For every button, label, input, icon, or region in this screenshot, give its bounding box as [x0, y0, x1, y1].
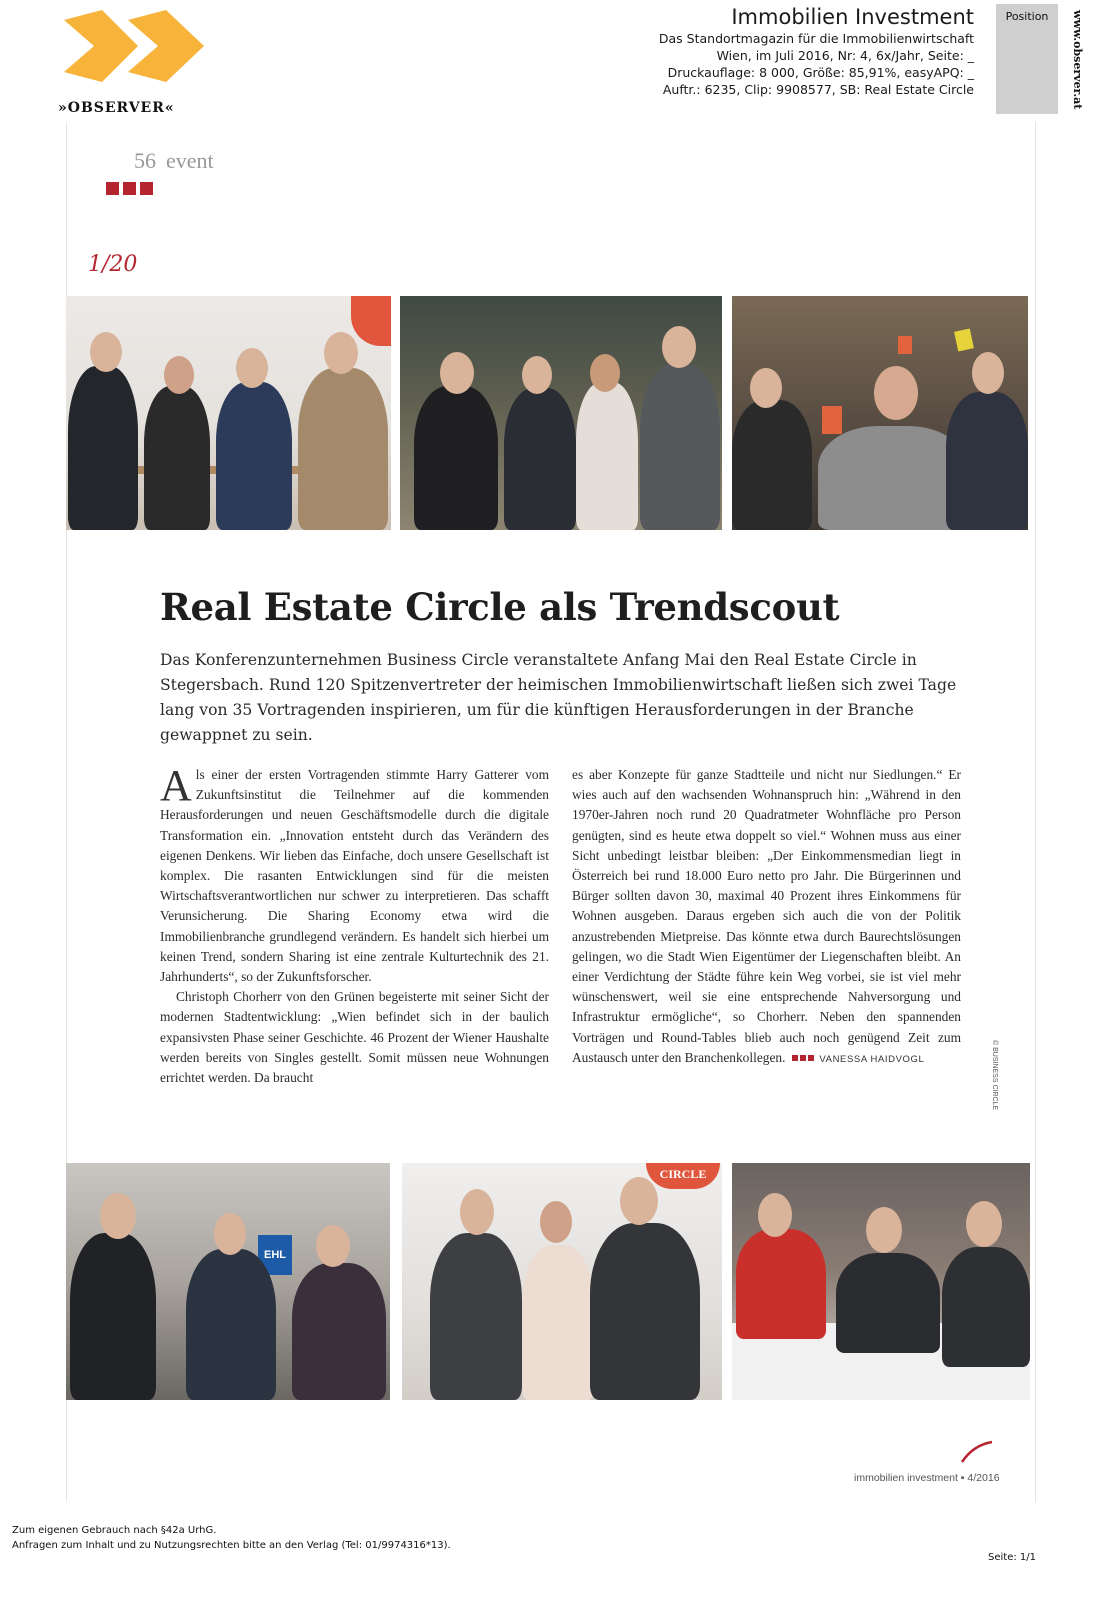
event-photo-4	[66, 1163, 390, 1400]
page-number: 56	[134, 148, 156, 173]
photo-credit: © BUSINESS CIRCLE	[991, 1040, 998, 1111]
page-footer-mark	[960, 1440, 994, 1464]
col1-paragraph-2: Christoph Chorherr von den Grünen begeisterte mit seiner Sicht der modernen Stadtentwicklung: „Wien befindet sich in der baulich expansivsten Phase seiner Geschichte. 46 Prozent der Wiener Haushalte werden bereits von Singles gestellt. Somit müssen neue Wohnungen errichtet werden. Da braucht	[160, 989, 549, 1086]
issue-line: Wien, im Juli 2016, Nr: 4, 6x/Jahr, Seite: _	[716, 48, 974, 63]
usage-note: Zum eigenen Gebrauch nach §42a UrhG.	[12, 1525, 217, 1536]
article-lead: Das Konferenzunternehmen Business Circle veranstaltete Anfang Mai den Real Estate Circle in Stegersbach. Rund 120 Spitzenvertreter der heimischen Immobilienwirtschaft ließen sich zwei Tage lang von 35 Vortragenden inspirieren, um für die künftigen Herausforderungen in der Branche gewappnet zu sein.	[160, 651, 957, 744]
drop-cap: A	[160, 761, 192, 810]
position-label: Position	[1005, 10, 1049, 23]
article-column-1	[160, 761, 549, 1088]
col1-paragraph-1: ls einer der ersten Vortragenden stimmte Harry Gatterer vom Zukunftsinstitut die Teilnehmer auf die kommenden Herausforderungen und neuen Geschäftsmodelle durch die digitale Transformation ein. „Innovation entsteht durch das Verändern des eigenen Denkens. Wir lieben das Einfache, doch unsere Gesellschaft ist komplex. Die rasanten Entwicklungen sind für die meisten Wirtschaftsverantwortlichen nur schwer zu interpretieren. Das schafft Verunsicherung. Die Sharing Economy etwa wird die Immobilienbranche grundlegend verändern. Es handelt sich hierbei um keinen Trend, sondern Sharing ist eine zentrale Kulturtechnik des 21. Jahrhunderts“, so der Zukunftsforscher.	[160, 767, 549, 985]
rights-note: Anfragen zum Inhalt und zu Nutzungsrechten bitte an den Verlag (Tel: 01/9974316*13).	[12, 1540, 451, 1551]
clip-footer	[12, 1523, 451, 1553]
event-photo-6	[732, 1163, 1030, 1400]
clip-header	[494, 4, 974, 98]
publication-subtitle: Das Standortmagazin für die Immobilienwirtschaft	[658, 31, 974, 46]
position-box	[996, 4, 1058, 114]
handwritten-mark: 1/20	[88, 252, 138, 277]
event-photo-2	[400, 296, 722, 530]
section-label: event	[166, 148, 214, 173]
observer-url: www.observer.at	[1071, 10, 1084, 110]
publication-title: Immobilien Investment	[731, 5, 974, 29]
event-photo-1	[66, 296, 391, 530]
section-marks	[106, 180, 157, 199]
observer-brand: »OBSERVER«	[58, 100, 175, 116]
event-photo-3	[732, 296, 1028, 530]
col2-paragraph-1: es aber Konzepte für ganze Stadtteile und nicht nur Siedlungen.“ Er wies auch auf den wachsenden Wohnanspruch hin: „Während in den 1970er-Jahren noch rund 20 Quadratmeter Wohnfläche pro Person genügten, sind es heute etwa doppelt so viel.“ Wohnen muss aus einer Sicht unbedingt leistbar bleiben: „Der Einkommensmedian liegt in Österreich bei rund 18.000 Euro netto pro Jahr. Die Bürgerinnen und Bürger sollten davon 30, maximal 40 Prozent ihres Einkommens für Wohnen ausgeben. Daraus ergeben sich auch die von der Politik anzustrebenden Mietpreise. Das könnte etwa durch Baurechtslösungen gelingen, wo die Stadt Wien Eigentümer der Liegenschaften bleibt. An einer Verdichtung der Städte führe kein Weg vorbei, sie ist viel mehr wünschenswert, weil sie eine entsprechende Nahversorgung und Infrastruktur ermögliche“, so Chorherr. Neben den spannenden Vorträgen und Round-Tables blieb auch noch genügend Zeit zum Austausch unter den Branchenkollegen.	[572, 767, 961, 1065]
byline: VANESSA HAIDVOGL	[792, 1054, 924, 1065]
page-count: Seite: 1/1	[988, 1552, 1036, 1563]
order-line: Auftr.: 6235, Clip: 9908577, SB: Real Estate Circle	[662, 82, 974, 97]
print-line: Druckauflage: 8 000, Größe: 85,91%, easyAPQ: _	[667, 65, 974, 80]
article-headline: Real Estate Circle als Trendscout	[160, 585, 840, 629]
circle-banner: CIRCLE	[646, 1163, 720, 1189]
page-folio	[134, 148, 214, 174]
magazine-footer: immobilien investment ▪ 4/2016	[854, 1472, 1000, 1484]
article-column-2	[572, 765, 961, 1070]
event-photo-5	[402, 1163, 722, 1400]
sign-ehl: EHL	[258, 1235, 292, 1275]
